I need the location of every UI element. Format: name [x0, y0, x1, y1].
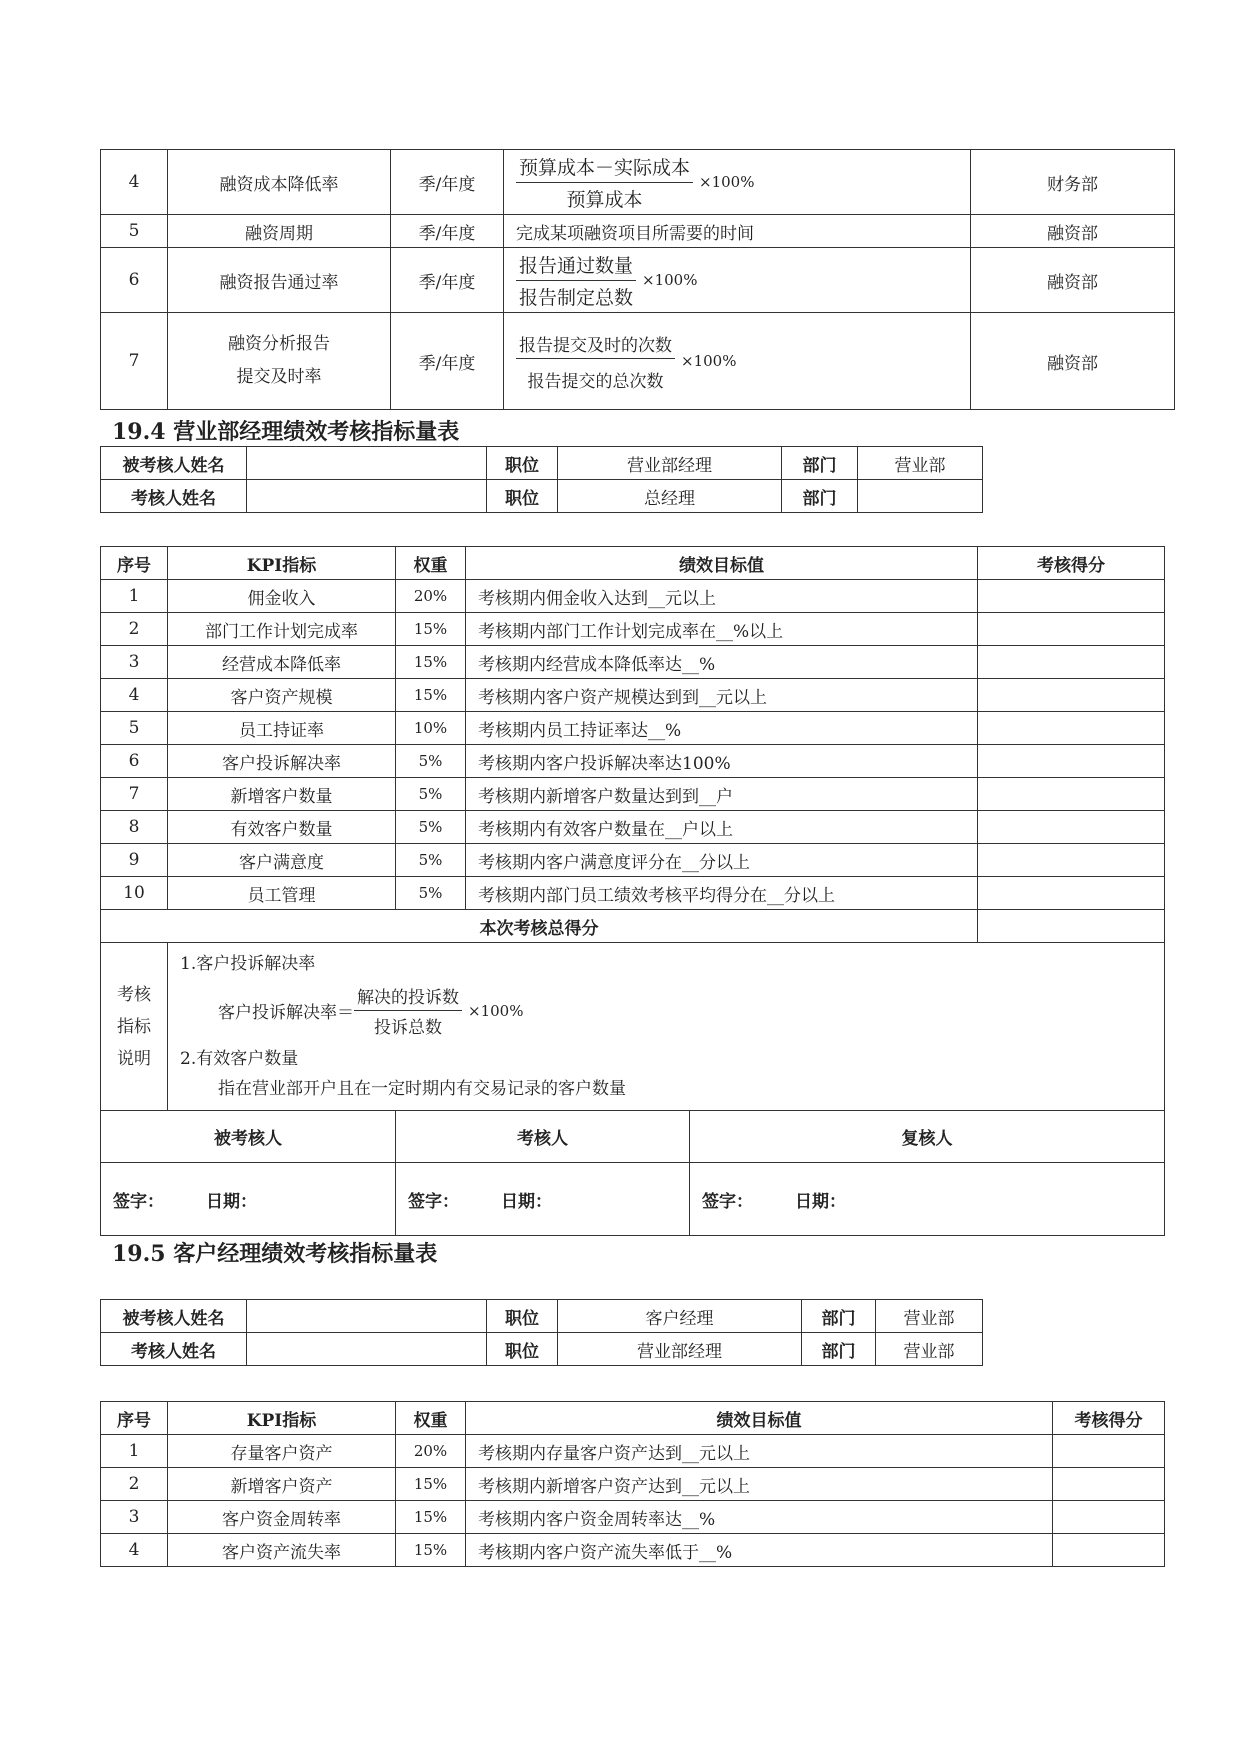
- kpi-weight: 15%: [396, 1468, 466, 1501]
- kpi-weight: 15%: [396, 646, 466, 679]
- kpi-name: 有效客户数量: [168, 811, 396, 844]
- table-row: [101, 313, 1175, 410]
- row-number: 1: [101, 1435, 168, 1468]
- position-label: 职位: [487, 1300, 558, 1333]
- kpi-name: 客户资金周转率: [168, 1501, 396, 1534]
- fraction: [516, 331, 675, 392]
- row-number: 8: [101, 811, 168, 844]
- reviewer-header: 复核人: [690, 1111, 1165, 1163]
- note-title: 2.有效客户数量: [180, 1049, 299, 1069]
- notes-label-line: 指标: [117, 1016, 151, 1037]
- assessee-position: 客户经理: [558, 1300, 802, 1333]
- kpi-target: 考核期内新增客户数量达到到__户: [466, 778, 978, 811]
- reviewer-signature-cell[interactable]: [690, 1163, 1165, 1236]
- kpi-name: 客户满意度: [168, 844, 396, 877]
- assessor-position: 总经理: [558, 480, 782, 513]
- score-field[interactable]: [978, 712, 1165, 745]
- notes-label-line: 说明: [117, 1048, 151, 1069]
- formula-cell: [504, 150, 971, 215]
- header-no: 序号: [101, 1402, 168, 1435]
- assessor-header: 考核人: [396, 1111, 690, 1163]
- kpi-weight: 5%: [396, 811, 466, 844]
- kpi-name: 新增客户资产: [168, 1468, 396, 1501]
- kpi-target: 考核期内客户资金周转率达__%: [466, 1501, 1053, 1534]
- fraction-numerator: 报告提交及时的次数: [516, 331, 675, 359]
- kpi-name: 融资报告通过率: [168, 248, 391, 313]
- sign-label: 签字：: [408, 1191, 459, 1212]
- row-number: 3: [101, 1501, 168, 1534]
- kpi-name: 员工管理: [168, 877, 396, 910]
- score-field[interactable]: [1053, 1435, 1165, 1468]
- kpi-table: [100, 546, 1165, 1111]
- kpi-name: 部门工作计划完成率: [168, 613, 396, 646]
- kpi-target: 考核期内有效客户数量在__户以上: [466, 811, 978, 844]
- assessor-signature-cell[interactable]: [396, 1163, 690, 1236]
- assessee-signature-cell[interactable]: [101, 1163, 396, 1236]
- score-field[interactable]: [978, 679, 1165, 712]
- formula-lhs: 客户投诉解决率＝: [218, 1003, 354, 1023]
- kpi-target: 考核期内客户资产流失率低于__%: [466, 1534, 1053, 1567]
- table-row: [101, 480, 983, 513]
- kpi-target: 考核期内部门员工绩效考核平均得分在__分以上: [466, 877, 978, 910]
- header-no: 序号: [101, 547, 168, 580]
- table-row: [101, 248, 1175, 313]
- kpi-target: 考核期内佣金收入达到__元以上: [466, 580, 978, 613]
- sign-label: 签字：: [113, 1191, 164, 1212]
- department: 融资部: [971, 248, 1175, 313]
- score-field[interactable]: [1053, 1501, 1165, 1534]
- table-row: [101, 778, 1165, 811]
- row-number: 2: [101, 613, 168, 646]
- kpi-weight: 15%: [396, 1501, 466, 1534]
- row-number: 7: [101, 778, 168, 811]
- fraction: [516, 153, 693, 212]
- fraction-denominator: 投诉总数: [374, 1018, 442, 1038]
- table-row: [101, 1501, 1165, 1534]
- period: 季/年度: [391, 248, 504, 313]
- dept-label: 部门: [782, 447, 858, 480]
- kpi-name: 融资周期: [168, 215, 391, 248]
- table-row: [101, 745, 1165, 778]
- header-score: 考核得分: [978, 547, 1165, 580]
- header-score: 考核得分: [1053, 1402, 1165, 1435]
- kpi-weight: 15%: [396, 1534, 466, 1567]
- score-field[interactable]: [1053, 1534, 1165, 1567]
- assessee-dept: 营业部: [858, 447, 983, 480]
- assessor-dept[interactable]: [858, 480, 983, 513]
- row-number: 2: [101, 1468, 168, 1501]
- fraction-numerator: 解决的投诉数: [354, 983, 462, 1011]
- kpi-name: 融资成本降低率: [168, 150, 391, 215]
- row-number: 9: [101, 844, 168, 877]
- assessor-name-label: 考核人姓名: [101, 480, 247, 513]
- total-score-label: 本次考核总得分: [101, 910, 978, 943]
- kpi-name: 新增客户数量: [168, 778, 396, 811]
- percent-suffix: ×100%: [681, 352, 737, 370]
- assessee-name-label: 被考核人姓名: [101, 1300, 247, 1333]
- assessment-info-table: [100, 446, 983, 513]
- kpi-weight: 10%: [396, 712, 466, 745]
- period: 季/年度: [391, 150, 504, 215]
- table-row: [101, 679, 1165, 712]
- table-header-row: [101, 547, 1165, 580]
- kpi-target: 考核期内部门工作计划完成率在__%以上: [466, 613, 978, 646]
- row-number: 4: [101, 1534, 168, 1567]
- notes-row: [101, 943, 1165, 1111]
- fraction-denominator: 报告制定总数: [519, 286, 634, 309]
- table-row: [101, 1300, 983, 1333]
- score-field[interactable]: [978, 844, 1165, 877]
- row-number: 5: [101, 215, 168, 248]
- date-label: 日期：: [795, 1191, 846, 1212]
- percent-suffix: ×100%: [642, 271, 698, 289]
- table-row: [101, 877, 1165, 910]
- fraction: [516, 251, 636, 310]
- score-field[interactable]: [978, 613, 1165, 646]
- period: 季/年度: [391, 215, 504, 248]
- assessor-name-field[interactable]: [247, 480, 487, 513]
- kpi-weight: 5%: [396, 745, 466, 778]
- dept-label: 部门: [802, 1300, 876, 1333]
- fraction: [354, 983, 462, 1038]
- kpi-name: 客户资产规模: [168, 679, 396, 712]
- percent-suffix: ×100%: [699, 173, 755, 191]
- note-title: 1.客户投诉解决率: [180, 954, 316, 974]
- row-number: 4: [101, 150, 168, 215]
- kpi-target: 考核期内客户资产规模达到到__元以上: [466, 679, 978, 712]
- formula-cell: [504, 248, 971, 313]
- percent-suffix: ×100%: [468, 1001, 524, 1020]
- fraction-denominator: 预算成本: [566, 188, 643, 211]
- signature-table: [100, 1110, 1165, 1236]
- fraction-numerator: 预算成本－实际成本: [516, 153, 693, 183]
- assessor-name-label: 考核人姓名: [101, 1333, 247, 1366]
- kpi-target: 考核期内客户满意度评分在__分以上: [466, 844, 978, 877]
- kpi-name-line: 提交及时率: [236, 367, 322, 387]
- fraction-numerator: 报告通过数量: [516, 251, 636, 281]
- score-field[interactable]: [978, 811, 1165, 844]
- row-number: 6: [101, 745, 168, 778]
- row-number: 3: [101, 646, 168, 679]
- kpi-name: 员工持证率: [168, 712, 396, 745]
- position-label: 职位: [487, 1333, 558, 1366]
- score-field[interactable]: [978, 745, 1165, 778]
- kpi-target: 考核期内经营成本降低率达__%: [466, 646, 978, 679]
- dept-label: 部门: [802, 1333, 876, 1366]
- kpi-name-line: 融资分析报告: [228, 334, 330, 354]
- kpi-target: 考核期内新增客户资产达到__元以上: [466, 1468, 1053, 1501]
- assessee-header: 被考核人: [101, 1111, 396, 1163]
- signature-header-row: [101, 1111, 1165, 1163]
- assessee-dept: 营业部: [876, 1300, 983, 1333]
- table-row: [101, 1435, 1165, 1468]
- position-label: 职位: [487, 447, 558, 480]
- department: 融资部: [971, 313, 1175, 410]
- kpi-name: 客户资产流失率: [168, 1534, 396, 1567]
- total-row: [101, 910, 1165, 943]
- table-row: [101, 1333, 983, 1366]
- kpi-name: 佣金收入: [168, 580, 396, 613]
- table-row: [101, 844, 1165, 877]
- row-number: 6: [101, 248, 168, 313]
- kpi-weight: 15%: [396, 679, 466, 712]
- kpi-weight: 15%: [396, 613, 466, 646]
- note-text: 指在营业部开户且在一定时期内有交易记录的客户数量: [218, 1079, 626, 1099]
- note-formula: [180, 979, 1164, 1044]
- table-row: [101, 215, 1175, 248]
- header-kpi: KPI指标: [168, 1402, 396, 1435]
- kpi-weight: 5%: [396, 877, 466, 910]
- table-row: [101, 150, 1175, 215]
- notes-label-line: 考核: [117, 984, 151, 1005]
- header-weight: 权重: [396, 547, 466, 580]
- score-field[interactable]: [1053, 1468, 1165, 1501]
- kpi-target: 考核期内客户投诉解决率达100%: [466, 745, 978, 778]
- financing-kpi-table: [100, 149, 1175, 410]
- signature-row: [101, 1163, 1165, 1236]
- table-row: [101, 712, 1165, 745]
- section-heading: 19.4 营业部经理绩效考核指标量表: [112, 419, 460, 445]
- score-field[interactable]: [978, 877, 1165, 910]
- kpi-weight: 20%: [396, 1435, 466, 1468]
- table-header-row: [101, 1402, 1165, 1435]
- assessor-position: 营业部经理: [558, 1333, 802, 1366]
- table-row: [101, 1534, 1165, 1567]
- fraction-denominator: 报告提交的总次数: [527, 371, 664, 392]
- row-number: 4: [101, 679, 168, 712]
- department: 融资部: [971, 215, 1175, 248]
- table-row: [101, 646, 1165, 679]
- kpi-weight: 5%: [396, 844, 466, 877]
- kpi-name: 客户投诉解决率: [168, 745, 396, 778]
- kpi-name: 经营成本降低率: [168, 646, 396, 679]
- assessee-name-field[interactable]: [247, 1300, 487, 1333]
- date-label: 日期：: [501, 1191, 552, 1212]
- kpi-target: 考核期内员工持证率达__%: [466, 712, 978, 745]
- score-field[interactable]: [978, 580, 1165, 613]
- header-weight: 权重: [396, 1402, 466, 1435]
- section-heading: 19.5 客户经理绩效考核指标量表: [112, 1241, 438, 1267]
- row-number: 5: [101, 712, 168, 745]
- date-label: 日期：: [206, 1191, 257, 1212]
- dept-label: 部门: [782, 480, 858, 513]
- period: 季/年度: [391, 313, 504, 410]
- row-number: 7: [101, 313, 168, 410]
- description: 完成某项融资项目所需要的时间: [504, 215, 971, 248]
- table-row: [101, 580, 1165, 613]
- kpi-target: 考核期内存量客户资产达到__元以上: [466, 1435, 1053, 1468]
- kpi-weight: 20%: [396, 580, 466, 613]
- table-row: [101, 1468, 1165, 1501]
- score-field[interactable]: [978, 646, 1165, 679]
- assessee-name-field[interactable]: [247, 447, 487, 480]
- assessee-name-label: 被考核人姓名: [101, 447, 247, 480]
- row-number: 1: [101, 580, 168, 613]
- assessee-position: 营业部经理: [558, 447, 782, 480]
- department: 财务部: [971, 150, 1175, 215]
- notes-label: [101, 943, 168, 1111]
- kpi-weight: 5%: [396, 778, 466, 811]
- table-row: [101, 811, 1165, 844]
- position-label: 职位: [487, 480, 558, 513]
- row-number: 10: [101, 877, 168, 910]
- header-target: 绩效目标值: [466, 1402, 1053, 1435]
- assessment-info-table: [100, 1299, 983, 1366]
- total-score-field[interactable]: [978, 910, 1165, 943]
- kpi-name: 存量客户资产: [168, 1435, 396, 1468]
- notes-content: [168, 943, 1165, 1111]
- assessor-dept: 营业部: [876, 1333, 983, 1366]
- table-row: [101, 447, 983, 480]
- formula-cell: [504, 313, 971, 410]
- score-field[interactable]: [978, 778, 1165, 811]
- header-kpi: KPI指标: [168, 547, 396, 580]
- kpi-table: [100, 1401, 1165, 1567]
- kpi-name: [168, 313, 391, 410]
- assessor-name-field[interactable]: [247, 1333, 487, 1366]
- table-row: [101, 613, 1165, 646]
- sign-label: 签字：: [702, 1191, 753, 1212]
- header-target: 绩效目标值: [466, 547, 978, 580]
